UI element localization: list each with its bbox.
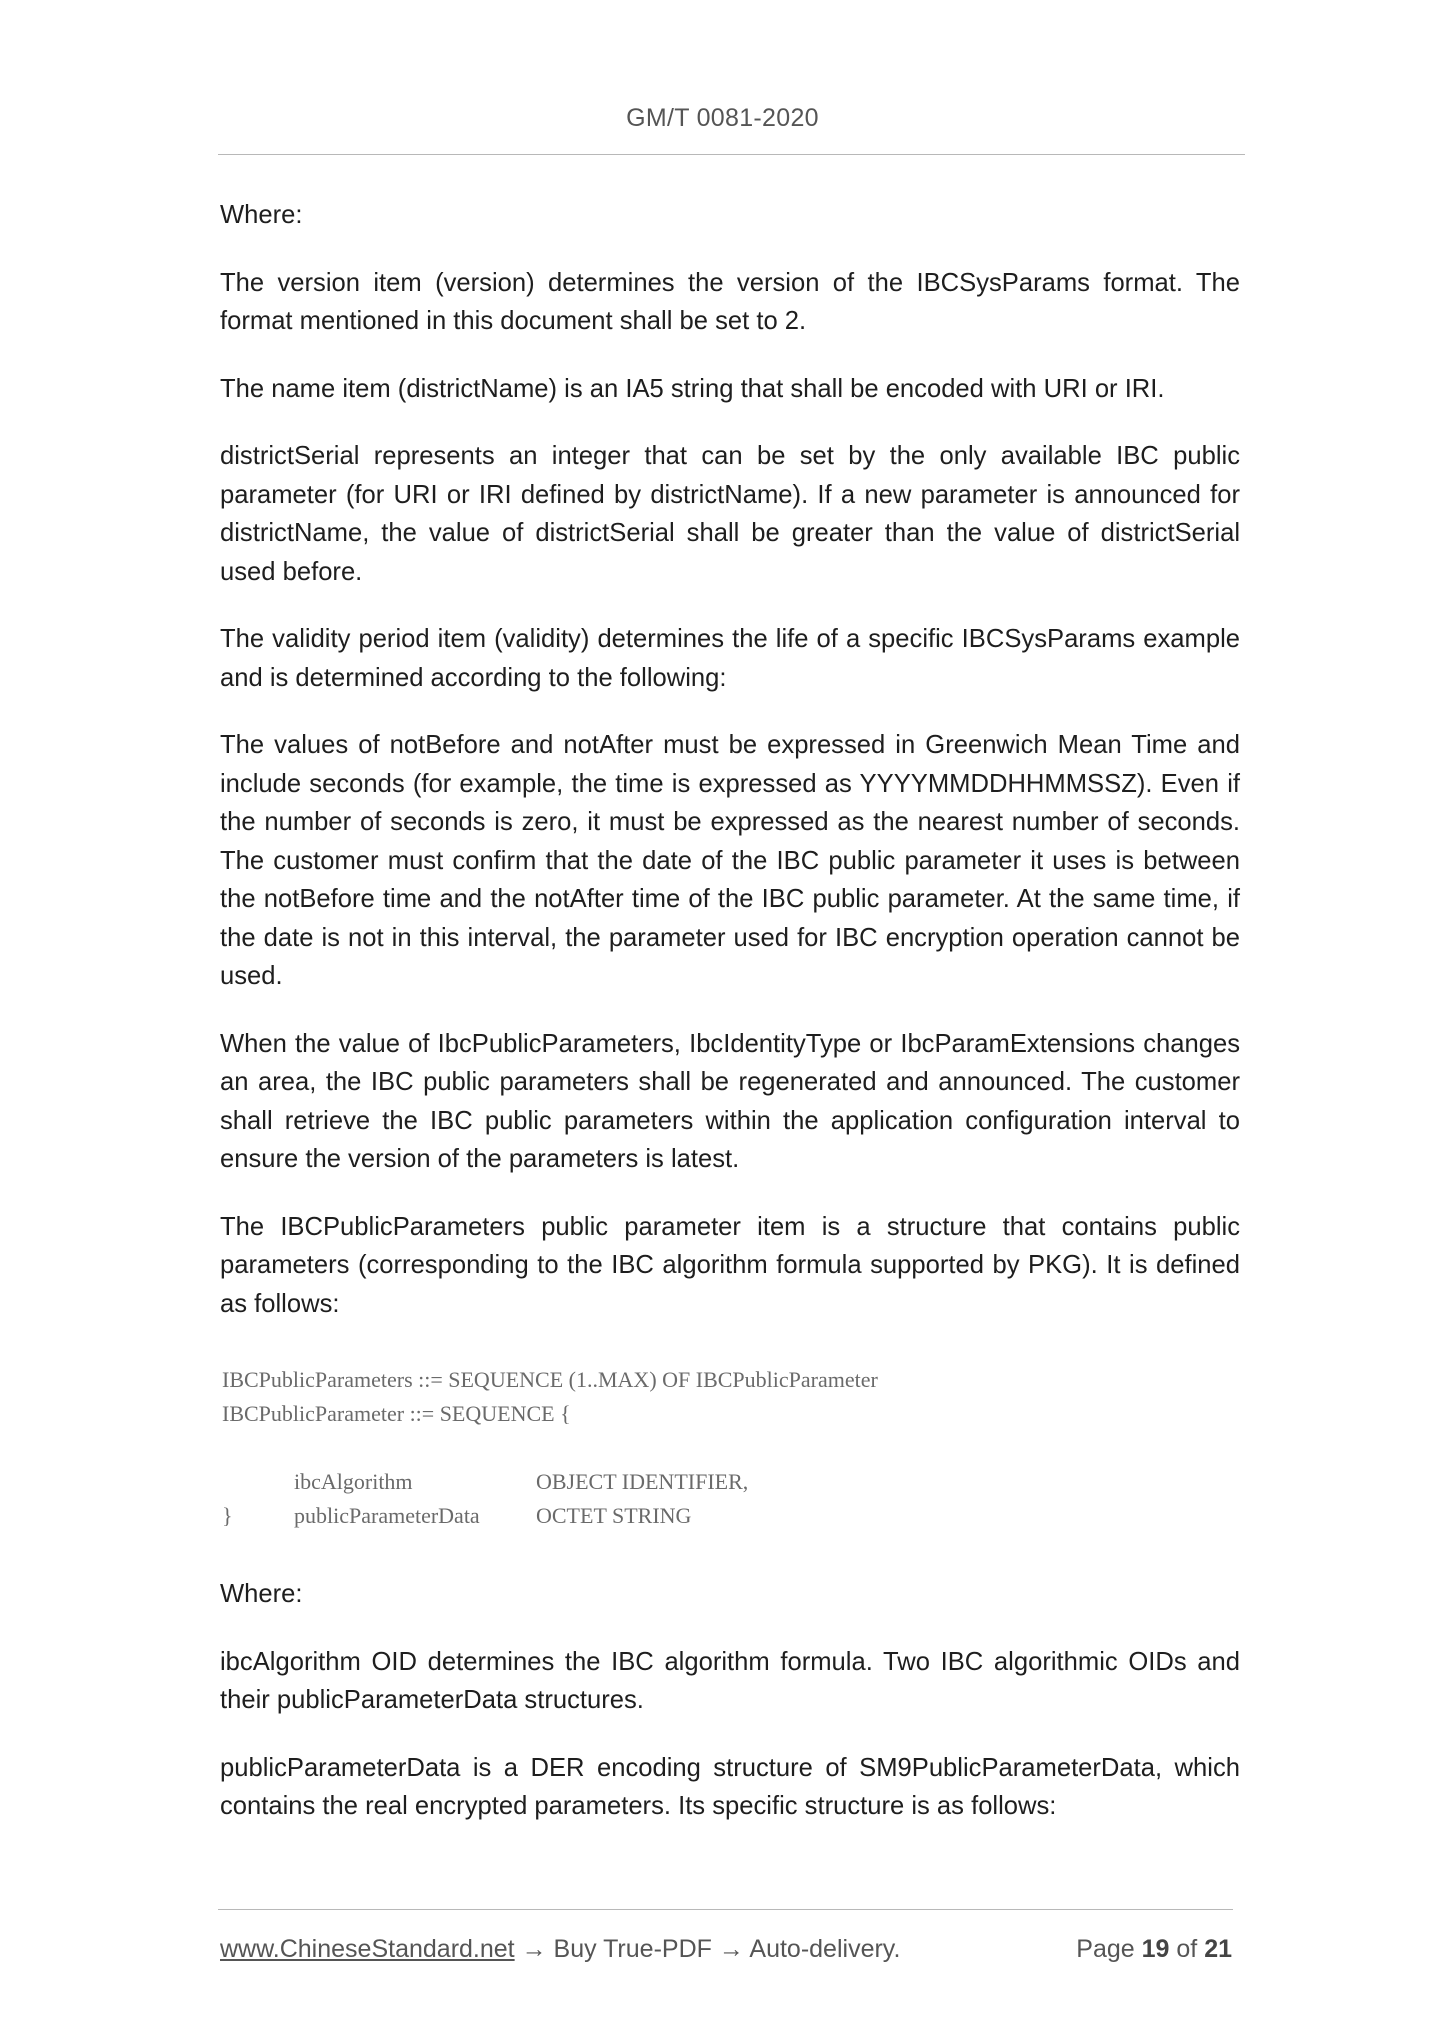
paragraph-district-serial: districtSerial represents an integer that can be set by the only available IBC public parameter (for URI or IRI defined by districtName). If a new parameter is announced for districtName, the value of districtSerial shall be greater than the value of districtSerial used before. <box>220 442 1240 586</box>
code-field-name: ibcAlgorithm <box>294 1469 413 1494</box>
page-number: 19 <box>1141 1935 1170 1963</box>
document-header-title: GM/T 0081-2020 <box>626 104 819 132</box>
paragraph-when: When the value of IbcPublicParameters, IbcIdentityType or IbcParamExtensions changes an area, the IBC public parameters shall be regenerated and announced. The customer shall retrieve the IBC public parameters within the application configuration interval to ensure the version of the parameters is latest. <box>220 1029 1240 1173</box>
paragraph-validity: The validity period item (validity) determines the life of a specific IBCSysParams example and is determined according to the following: <box>220 625 1240 692</box>
code-field-type: OBJECT IDENTIFIER, <box>536 1469 749 1494</box>
code-field-name: publicParameterData <box>294 1503 480 1528</box>
paragraph-public-parameter-data: publicParameterData is a DER encoding structure of SM9PublicParameterData, which contains the real encrypted parameters. Its specific structure is as follows: <box>220 1753 1240 1820</box>
of-label: of <box>1176 1935 1198 1963</box>
page-label: Page <box>1076 1935 1135 1963</box>
code-field-type: OCTET STRING <box>536 1503 692 1528</box>
paragraph-name: The name item (districtName) is an IA5 string that shall be encoded with URI or IRI. <box>220 374 1165 403</box>
page-footer <box>220 1935 1232 1964</box>
code-line: } <box>222 1503 233 1528</box>
code-line: IBCPublicParameters ::= SEQUENCE (1..MAX) OF IBCPublicParameter <box>222 1367 878 1392</box>
code-line <box>222 1431 1232 1494</box>
paragraph-version: The version item (version) determines the version of the IBCSysParams format. The format mentioned in this document shall be set to 2. <box>220 268 1240 335</box>
code-line: IBCPublicParameter ::= SEQUENCE { <box>222 1401 571 1426</box>
where-label-1: Where: <box>220 201 303 229</box>
asn1-code-block <box>222 1363 1232 1533</box>
main-content-upper <box>220 196 1240 1352</box>
footer-tagline: → Buy True-PDF → Auto-delivery. <box>514 1935 901 1963</box>
where-label-2: Where: <box>220 1580 303 1608</box>
paragraph-ibc-algorithm: ibcAlgorithm OID determines the IBC algorithm formula. Two IBC algorithmic OIDs and their publicParameterData structures. <box>220 1647 1240 1714</box>
website-link[interactable]: www.ChineseStandard.net <box>220 1935 515 1963</box>
paragraph-values: The values of notBefore and notAfter must be expressed in Greenwich Mean Time and include seconds (for example, the time is expressed as YYYYMMDDHHMMSSZ). Even if the number of seconds is zero, it must be expressed as the nearest number of seconds. The customer must confirm that the date of the IBC public parameter it uses is between the notBefore time and the notAfter time of the IBC public parameter. At the same time, if the date is not in this interval, the parameter used for IBC encryption operation cannot be used. <box>220 731 1240 990</box>
page-indicator <box>1076 1935 1232 1964</box>
paragraph-ibc-public-parameters: The IBCPublicParameters public parameter item is a structure that contains public parameters (corresponding to the IBC algorithm formula supported by PKG). It is defined as follows: <box>220 1212 1240 1318</box>
footer-divider <box>218 1909 1233 1910</box>
page-total: 21 <box>1204 1935 1232 1963</box>
header-divider <box>218 154 1245 155</box>
main-content-lower <box>220 1575 1240 1855</box>
